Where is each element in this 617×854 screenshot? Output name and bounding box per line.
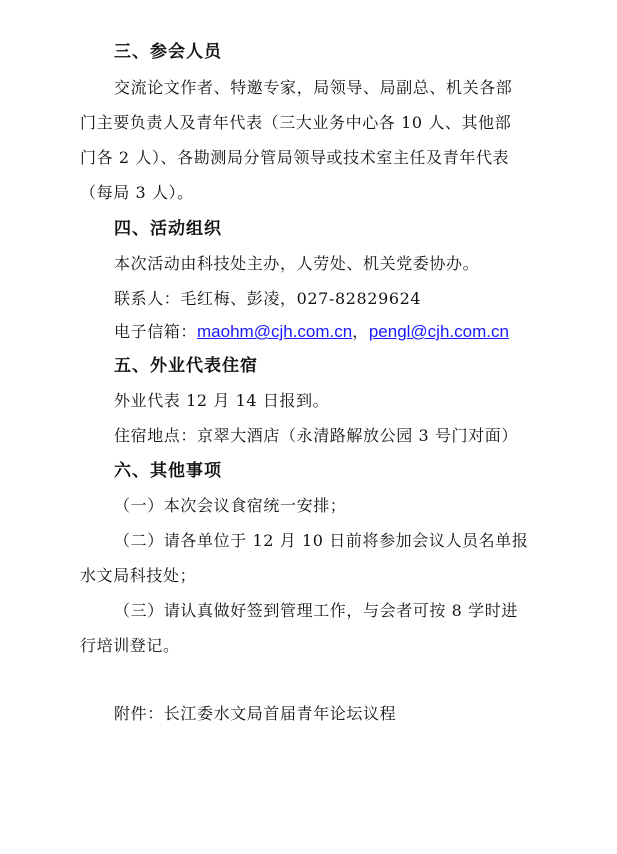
paragraph-line: （每局 3 人）。 [80, 183, 194, 202]
email-separator: ， [352, 322, 369, 341]
other-item-3-line-1: （三）请认真做好签到管理工作，与会者可按 8 学时进 [114, 601, 518, 620]
section-heading-other: 六、其他事项 [114, 461, 222, 481]
other-item-3-line-2: 行培训登记。 [80, 636, 180, 655]
arrival-line: 外业代表 12 月 14 日报到。 [114, 391, 330, 410]
contact-line: 联系人：毛红梅、彭凌，027-82829624 [114, 289, 422, 308]
paragraph-line: 门各 2 人）、各勘测局分管局领导或技术室主任及青年代表 [80, 148, 510, 167]
other-item-2-line-1: （二）请各单位于 12 月 10 日前将参加会议人员名单报 [114, 531, 529, 550]
attachment-line: 附件：长江委水文局首届青年论坛议程 [114, 704, 397, 723]
organization-text: 本次活动由科技处主办，人劳处、机关党委协办。 [114, 254, 480, 273]
email-label: 电子信箱： [114, 322, 198, 341]
email-line [114, 322, 584, 342]
hotel-line: 住宿地点：京翠大酒店（永清路解放公园 3 号门对面） [114, 426, 518, 445]
other-item-1: （一）本次会议食宿统一安排； [114, 496, 347, 515]
section-heading-accommodation: 五、外业代表住宿 [114, 356, 258, 376]
section-heading-participants: 三、参会人员 [114, 42, 222, 62]
section-heading-organization: 四、活动组织 [114, 219, 222, 239]
paragraph-line: 交流论文作者、特邀专家，局领导、局副总、机关各部 [114, 78, 513, 97]
email-link-maohm[interactable]: maohm@cjh.com.cn [197, 322, 353, 341]
other-item-2-line-2: 水文局科技处； [80, 566, 197, 585]
email-link-pengl[interactable]: pengl@cjh.com.cn [368, 322, 509, 341]
paragraph-line: 门主要负责人及青年代表（三大业务中心各 10 人、其他部 [80, 113, 512, 132]
